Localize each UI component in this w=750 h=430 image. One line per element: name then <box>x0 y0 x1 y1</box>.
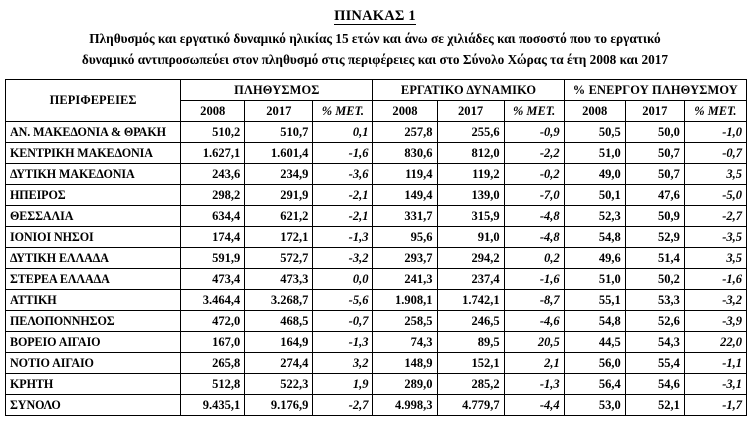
labour-2008: 289,0 <box>373 374 437 395</box>
rate-2017: 50,0 <box>625 122 684 143</box>
table-row <box>6 248 747 269</box>
labour-change: -1,6 <box>504 269 564 290</box>
labour-2017: 255,6 <box>437 122 504 143</box>
rate-change: -3,1 <box>684 374 746 395</box>
subheader-rate-2008: 2008 <box>564 101 625 122</box>
labour-2008: 119,4 <box>373 164 437 185</box>
labour-2017: 294,2 <box>437 248 504 269</box>
region-name: ΝΟΤΙΟ ΑΙΓΑΙΟ <box>6 353 181 374</box>
population-2008: 1.627,1 <box>181 143 245 164</box>
labour-2017: 1.742,1 <box>437 290 504 311</box>
population-2008: 298,2 <box>181 185 245 206</box>
population-change: -2,7 <box>313 395 373 416</box>
title-line-1: Πληθυσμός και εργατικό δυναμικό ηλικίας 15 ετών και άνω σε χιλιάδες και ποσοστό που το εργατικό <box>89 31 661 46</box>
population-2008: 472,0 <box>181 311 245 332</box>
group-header-activity-rate: % ΕΝΕΡΓΟΥ ΠΛΗΘΥΣΜΟΥ <box>564 80 746 101</box>
rate-change: 22,0 <box>684 332 746 353</box>
region-name: ΙΟΝΙΟΙ ΝΗΣΟΙ <box>6 227 181 248</box>
labour-change: 20,5 <box>504 332 564 353</box>
population-change: 0,0 <box>313 269 373 290</box>
labour-2008: 257,8 <box>373 122 437 143</box>
rate-2017: 52,9 <box>625 227 684 248</box>
labour-2008: 331,7 <box>373 206 437 227</box>
rate-2017: 50,2 <box>625 269 684 290</box>
subheader-labour-2008: 2008 <box>373 101 437 122</box>
title-block <box>0 0 750 70</box>
subheader-labour-change: % ΜΕΤ. <box>504 101 564 122</box>
population-2017: 522,3 <box>245 374 313 395</box>
region-name: ΣΤΕΡΕΑ ΕΛΛΑΔΑ <box>6 269 181 290</box>
population-change: 0,1 <box>313 122 373 143</box>
labour-2017: 91,0 <box>437 227 504 248</box>
population-2008: 634,4 <box>181 206 245 227</box>
population-2008: 167,0 <box>181 332 245 353</box>
rate-2017: 50,7 <box>625 164 684 185</box>
population-2017: 621,2 <box>245 206 313 227</box>
region-name: ΔΥΤΙΚΗ ΕΛΛΑΔΑ <box>6 248 181 269</box>
subheader-population-2008: 2008 <box>181 101 245 122</box>
rate-2008: 49,6 <box>564 248 625 269</box>
population-change: -1,6 <box>313 143 373 164</box>
rate-change: -0,7 <box>684 143 746 164</box>
rate-2017: 55,4 <box>625 353 684 374</box>
table-row <box>6 185 747 206</box>
labour-2017: 152,1 <box>437 353 504 374</box>
rate-change: -2,7 <box>684 206 746 227</box>
rate-2008: 55,1 <box>564 290 625 311</box>
population-2017: 291,9 <box>245 185 313 206</box>
rate-change: -3,2 <box>684 290 746 311</box>
labour-change: -4,6 <box>504 311 564 332</box>
labour-2008: 1.908,1 <box>373 290 437 311</box>
labour-change: 0,2 <box>504 248 564 269</box>
table-row <box>6 206 747 227</box>
labour-2017: 4.779,7 <box>437 395 504 416</box>
population-change: -5,6 <box>313 290 373 311</box>
rate-2008: 54,8 <box>564 311 625 332</box>
labour-2008: 293,7 <box>373 248 437 269</box>
labour-2008: 149,4 <box>373 185 437 206</box>
rate-change: -3,9 <box>684 311 746 332</box>
labour-2008: 95,6 <box>373 227 437 248</box>
region-name: ΒΟΡΕΙΟ ΑΙΓΑΙΟ <box>6 332 181 353</box>
population-2017: 510,7 <box>245 122 313 143</box>
rate-2008: 52,3 <box>564 206 625 227</box>
region-name: ΘΕΣΣΑΛΙΑ <box>6 206 181 227</box>
rate-2017: 53,3 <box>625 290 684 311</box>
population-2008: 591,9 <box>181 248 245 269</box>
table-head <box>6 80 747 122</box>
region-name: ΑΝ. ΜΑΚΕΔΟΝΙΑ & ΘΡΑΚΗ <box>6 122 181 143</box>
population-change: -1,3 <box>313 332 373 353</box>
labour-change: -2,2 <box>504 143 564 164</box>
region-name: ΚΕΝΤΡΙΚΗ ΜΑΚΕΔΟΝΙΑ <box>6 143 181 164</box>
region-name: ΗΠΕΙΡΟΣ <box>6 185 181 206</box>
rate-2017: 52,6 <box>625 311 684 332</box>
population-labour-force-table <box>5 79 747 416</box>
population-2008: 243,6 <box>181 164 245 185</box>
rate-2008: 53,0 <box>564 395 625 416</box>
labour-2008: 258,5 <box>373 311 437 332</box>
table-row <box>6 395 747 416</box>
table-row <box>6 227 747 248</box>
labour-2017: 139,0 <box>437 185 504 206</box>
table-row <box>6 374 747 395</box>
region-name: ΠΕΛΟΠΟΝΝΗΣΟΣ <box>6 311 181 332</box>
rate-2008: 54,8 <box>564 227 625 248</box>
labour-2017: 237,4 <box>437 269 504 290</box>
population-2017: 468,5 <box>245 311 313 332</box>
labour-change: -1,3 <box>504 374 564 395</box>
labour-change: -4,4 <box>504 395 564 416</box>
rate-2008: 44,5 <box>564 332 625 353</box>
population-change: -3,2 <box>313 248 373 269</box>
header-row-groups <box>6 80 747 101</box>
labour-change: -7,0 <box>504 185 564 206</box>
table-number-text: ΠΙΝΑΚΑΣ 1 <box>334 8 416 24</box>
population-2017: 473,3 <box>245 269 313 290</box>
rate-change: -1,0 <box>684 122 746 143</box>
rate-2008: 49,0 <box>564 164 625 185</box>
table-row <box>6 143 747 164</box>
rate-change: -1,1 <box>684 353 746 374</box>
group-header-labour-force: ΕΡΓΑΤΙΚΟ ΔΥΝΑΜΙΚΟ <box>373 80 564 101</box>
population-2017: 274,4 <box>245 353 313 374</box>
rate-2008: 56,0 <box>564 353 625 374</box>
table-body <box>6 122 747 416</box>
rate-2017: 52,1 <box>625 395 684 416</box>
subheader-population-2017: 2017 <box>245 101 313 122</box>
population-2008: 174,4 <box>181 227 245 248</box>
table-row <box>6 269 747 290</box>
labour-change: -4,8 <box>504 227 564 248</box>
population-2008: 9.435,1 <box>181 395 245 416</box>
population-2008: 265,8 <box>181 353 245 374</box>
rate-change: 3,5 <box>684 164 746 185</box>
subheader-rate-2017: 2017 <box>625 101 684 122</box>
population-2008: 473,4 <box>181 269 245 290</box>
population-2017: 234,9 <box>245 164 313 185</box>
rate-2017: 54,3 <box>625 332 684 353</box>
table-row <box>6 353 747 374</box>
population-change: -0,7 <box>313 311 373 332</box>
region-name: ΔΥΤΙΚΗ ΜΑΚΕΔΟΝΙΑ <box>6 164 181 185</box>
labour-2008: 74,3 <box>373 332 437 353</box>
labour-2017: 89,5 <box>437 332 504 353</box>
labour-2017: 119,2 <box>437 164 504 185</box>
table-row <box>6 122 747 143</box>
rate-2008: 51,0 <box>564 143 625 164</box>
population-2008: 3.464,4 <box>181 290 245 311</box>
labour-2008: 830,6 <box>373 143 437 164</box>
rate-change: -1,6 <box>684 269 746 290</box>
population-2008: 510,2 <box>181 122 245 143</box>
rate-change: -3,5 <box>684 227 746 248</box>
rate-2017: 47,6 <box>625 185 684 206</box>
population-2017: 572,7 <box>245 248 313 269</box>
rate-change: -1,7 <box>684 395 746 416</box>
subheader-population-change: % ΜΕΤ. <box>313 101 373 122</box>
column-header-regions: ΠΕΡΙΦΕΡΕΙΕΣ <box>6 80 181 122</box>
subheader-rate-change: % ΜΕΤ. <box>684 101 746 122</box>
labour-change: -8,7 <box>504 290 564 311</box>
population-change: 1,9 <box>313 374 373 395</box>
labour-change: -0,2 <box>504 164 564 185</box>
population-2017: 9.176,9 <box>245 395 313 416</box>
labour-2017: 285,2 <box>437 374 504 395</box>
table-number <box>334 6 416 26</box>
table-row <box>6 332 747 353</box>
population-change: -3,6 <box>313 164 373 185</box>
rate-2017: 50,7 <box>625 143 684 164</box>
labour-2017: 315,9 <box>437 206 504 227</box>
rate-2017: 54,6 <box>625 374 684 395</box>
labour-change: 2,1 <box>504 353 564 374</box>
population-change: 3,2 <box>313 353 373 374</box>
table-row <box>6 290 747 311</box>
subheader-labour-2017: 2017 <box>437 101 504 122</box>
labour-2008: 241,3 <box>373 269 437 290</box>
population-2008: 512,8 <box>181 374 245 395</box>
labour-2008: 4.998,3 <box>373 395 437 416</box>
rate-2008: 56,4 <box>564 374 625 395</box>
rate-change: -5,0 <box>684 185 746 206</box>
table-row <box>6 164 747 185</box>
labour-2017: 812,0 <box>437 143 504 164</box>
table-row <box>6 311 747 332</box>
region-name: ΚΡΗΤΗ <box>6 374 181 395</box>
group-header-population: ΠΛΗΘΥΣΜΟΣ <box>181 80 373 101</box>
population-2017: 164,9 <box>245 332 313 353</box>
region-name: ΣΥΝΟΛΟ <box>6 395 181 416</box>
rate-2008: 50,5 <box>564 122 625 143</box>
labour-2017: 246,5 <box>437 311 504 332</box>
title-line-2: δυναμικό αντιπροσωπεύει στον πληθυσμό στις περιφέρειες και στο Σύνολο Χώρας τα έτη 2008 και 2017 <box>81 52 669 67</box>
rate-2017: 51,4 <box>625 248 684 269</box>
data-table-container <box>5 79 747 416</box>
population-change: -2,1 <box>313 185 373 206</box>
region-name: ΑΤΤΙΚΗ <box>6 290 181 311</box>
labour-2008: 148,9 <box>373 353 437 374</box>
population-2017: 172,1 <box>245 227 313 248</box>
labour-change: -4,8 <box>504 206 564 227</box>
rate-2017: 50,9 <box>625 206 684 227</box>
population-2017: 1.601,4 <box>245 143 313 164</box>
population-change: -2,1 <box>313 206 373 227</box>
rate-2008: 50,1 <box>564 185 625 206</box>
labour-change: -0,9 <box>504 122 564 143</box>
rate-2008: 51,0 <box>564 269 625 290</box>
rate-change: 3,5 <box>684 248 746 269</box>
population-change: -1,3 <box>313 227 373 248</box>
population-2017: 3.268,7 <box>245 290 313 311</box>
